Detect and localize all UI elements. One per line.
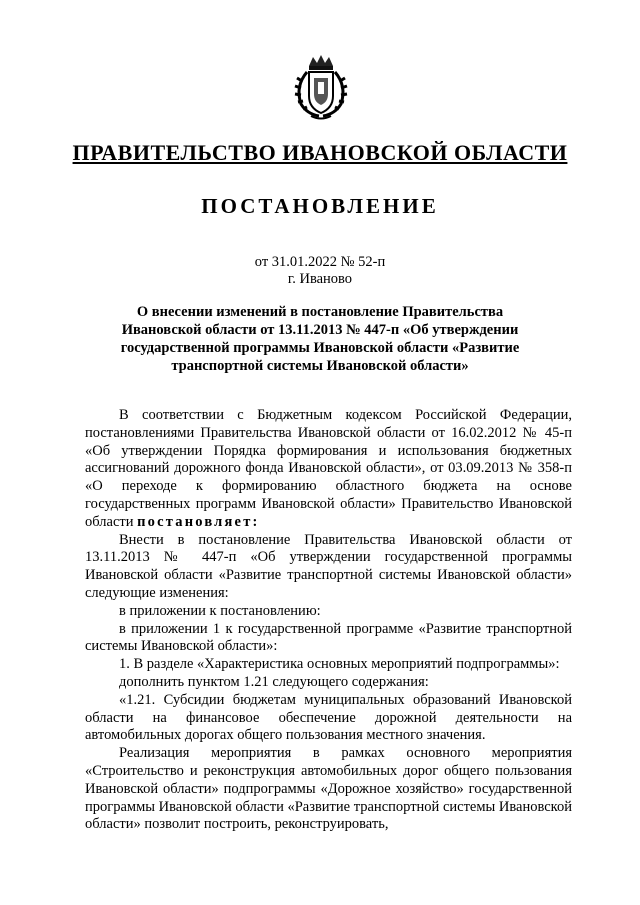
title-line: Ивановской области от 13.11.2013 № 447-п «Об утверждении (121, 322, 519, 338)
document-title (120, 303, 520, 375)
paragraph: «1.21. Субсидии бюджетам муниципальных образований Ивановской области на финансовое обеспечение дорожной деятельности на автомобильных дорогах общего пользования местного значения. (85, 691, 572, 744)
paragraph: дополнить пунктом 1.21 следующего содержания: (119, 673, 429, 690)
document-body (85, 407, 572, 834)
date-block (0, 254, 640, 288)
paragraph: Реализация мероприятия в рамках основного мероприятия «Строительство и реконструкция автомобильных дорог общего пользования Ивановской области» подпрограммы «Дорожное хозяйство» государственной программы Ивановской области «Развитие транспортной системы Ивановской области» позволит построить, реконструировать, (85, 745, 572, 833)
title-line: транспортной системы Ивановской области» (171, 358, 469, 374)
paragraph-text: В соответствии с Бюджетным кодексом Российской Федерации, постановлениями Правительства Ивановской области от 16.02.2012 № 45-п «Об утверждении Порядка формирования и использования бюджетных ассигнований дорожного фонда Ивановской области», от 03.09.2013 № 358-п «О переходе к формированию областного бюджета на основе государственных программ Ивановской области» Правительство Ивановской области (85, 407, 572, 530)
document-type: ПОСТАНОВЛЕНИЕ (201, 194, 439, 218)
government-name: ПРАВИТЕЛЬСТВО ИВАНОВСКОЙ ОБЛАСТИ (72, 140, 568, 165)
resolves-word: постановляет: (137, 513, 260, 530)
title-line: О внесении изменений в постановление Правительства (136, 304, 504, 320)
paragraph: в приложении 1 к государственной программе «Развитие транспортной системы Ивановской области»: (85, 620, 572, 655)
paragraph: в приложении к постановлению: (119, 602, 321, 619)
city: г. Иваново (287, 271, 353, 287)
paragraph: 1. В разделе «Характеристика основных мероприятий подпрограммы»: (119, 656, 560, 673)
paragraph: Внести в постановление Правительства Ивановской области от 13.11.2013 № 447-п «Об утверждении государственной программы Ивановской области «Развитие транспортной системы Ивановской области» следующие изменения: (85, 531, 572, 601)
date-number: от 31.01.2022 № 52-п (254, 254, 386, 270)
coat-of-arms-icon (289, 52, 353, 122)
paragraph (85, 407, 572, 532)
title-line: государственной программы Ивановской области «Развитие (120, 340, 520, 356)
